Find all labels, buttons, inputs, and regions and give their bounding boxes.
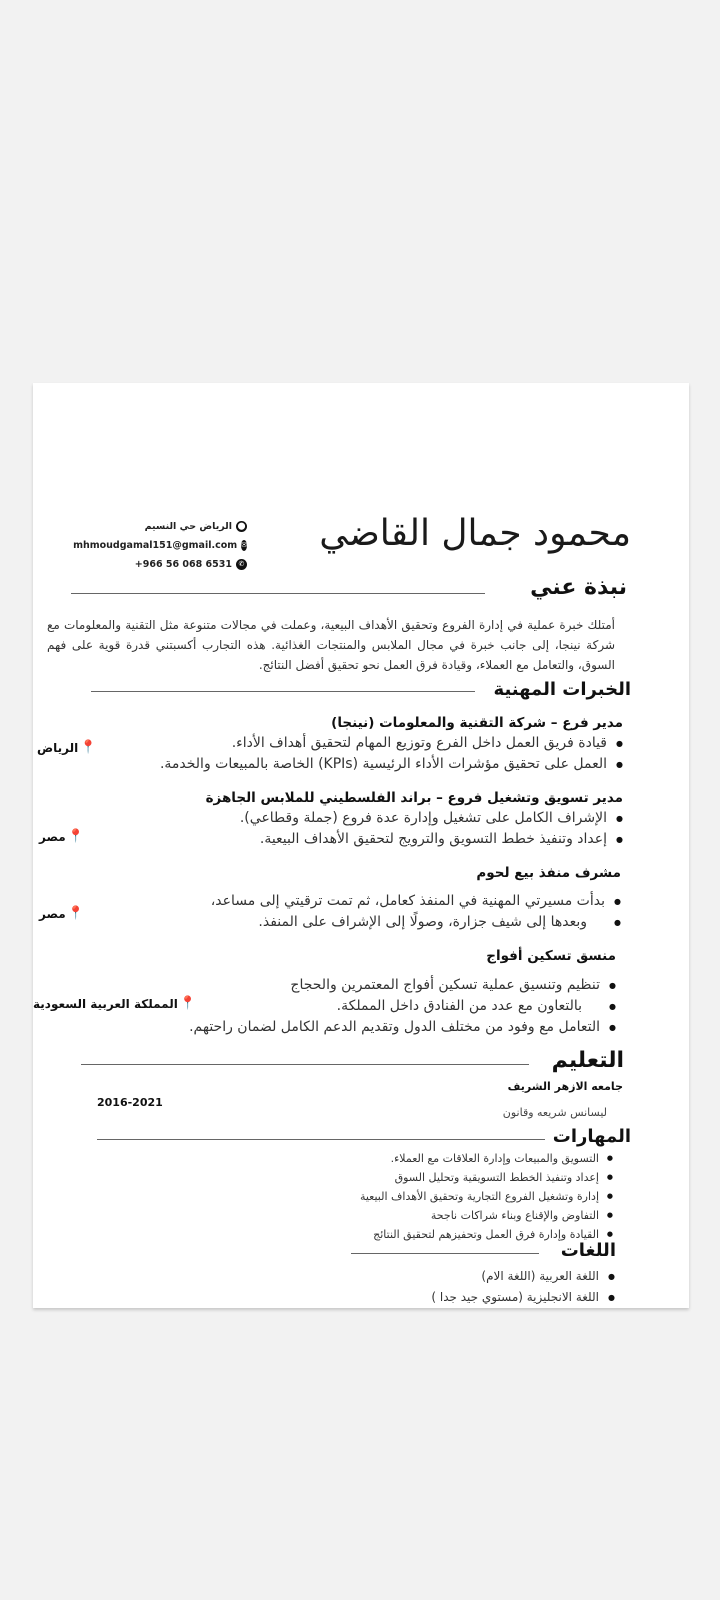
job-title: مدير تسويق وتشغيل فروع – براند الفلسطيني للملابس الجاهزة [205,790,623,806]
about-title: نبذة عني [530,575,627,600]
location-icon: ⬤ [237,522,246,530]
contact-address-text: الرياض حي النسيم [144,521,232,532]
job-title: منسق تسكين أفواج [486,948,616,964]
education-title: التعليم [551,1048,624,1073]
job-bullets [189,975,616,1038]
list-item: ● العمل على تحقيق مؤشرات الأداء الرئيسية (KPIs) الخاصة بالمبيعات والخدمة. [160,754,623,775]
pin-icon: 📍 [67,829,84,844]
list-item: ● إدارة وتشغيل الفروع التجارية وتحقيق الأهداف البيعية [360,1187,613,1206]
job-bullets [211,891,621,933]
languages-title: اللغات [560,1240,616,1261]
job-title: مشرف منفذ بيع لحوم [476,865,621,881]
candidate-name: محمود جمال القاضي [319,513,631,554]
list-item: ● قيادة فريق العمل داخل الفرع وتوزيع المهام لتحقيق أهداف الأداء. [160,733,623,754]
email-icon: ✉ [241,541,247,549]
experience-divider [91,691,475,692]
list-item: ● التعامل مع وفود من مختلف الدول وتقديم الدعم الكامل لضمان راحتهم. [189,1017,616,1038]
about-divider [71,593,485,594]
skills-title: المهارات [552,1126,631,1147]
languages-list [431,1266,615,1308]
pin-icon: 📍 [67,906,84,921]
job-location-text: مصر [39,829,66,844]
contact-phone-text[interactable]: +966 56 068 6531 [134,559,232,570]
job-location-text: مصر [39,906,66,921]
list-item: ● اللغة الانجليزية (مستوي جيد جدا ) [431,1287,615,1308]
list-item-continuation: ● وبعدها إلى شيف جزارة، وصولًا إلى الإشراف على المنفذ. [211,912,621,933]
job-location [39,829,84,844]
contact-email-text[interactable]: mhmoudgamal151@gmail.com [73,540,238,551]
job-title: مدير فرع – شركة التقنية والمعلومات (نينجا) [331,715,623,731]
languages-divider [351,1253,539,1254]
list-item: ● التفاوض والإقناع وبناء شراكات ناجحة [360,1206,613,1225]
experience-title: الخبرات المهنية [493,679,631,700]
job-location-text: الرياض [37,740,79,755]
phone-icon: ✆ [236,559,247,570]
pin-icon: 📍 [80,740,97,755]
education-degree: ليسانس شريعه وقانون [502,1106,607,1119]
job-bullets [160,733,623,775]
list-item: ● بدأت مسيرتي المهنية في المنفذ كعامل، ثم تمت ترقيتي إلى مساعد، [211,891,621,912]
list-item: ● التسويق والمبيعات وإدارة العلاقات مع العملاء. [360,1149,613,1168]
about-text: أمتلك خبرة عملية في إدارة الفروع وتحقيق الأهداف البيعية، وعملت في مجالات متنوعة مثل التقنية والمعلومات مع شركة نينجا، إلى جانب خبرة في مجال الملابس والمنتجات الغذائية. هذه التجارب أكسبتني قدرة قوية على فهم السوق، والتعامل مع العملاء، وقيادة فرق العمل نحو تحقيق أفضل النتائج. [47,618,615,672]
contact-email[interactable] [73,540,247,551]
resume-page [33,383,689,1308]
list-item-continuation: ● بالتعاون مع عدد من الفنادق داخل المملكة. [189,996,616,1017]
education-years: 2016-2021 [97,1096,163,1109]
job-location [37,740,96,755]
skills-list [360,1149,613,1244]
education-divider [81,1064,529,1065]
job-location-text: المملكة العربية السعودية [33,996,178,1011]
skills-divider [97,1139,545,1140]
contact-address [83,521,247,532]
job-location [33,996,196,1011]
list-item: ● إعداد وتنفيذ خطط التسويق والترويج لتحقيق الأهداف البيعية. [240,829,623,850]
job-bullets [240,808,623,850]
job-location [39,906,84,921]
list-item: ● إعداد وتنفيذ الخطط التسويقية وتحليل السوق [360,1168,613,1187]
list-item: ● الإشراف الكامل على تشغيل وإدارة عدة فروع (جملة وقطاعي). [240,808,623,829]
list-item: ● تنظيم وتنسيق عملية تسكين أفواج المعتمرين والحجاج [189,975,616,996]
list-item: ● القيادة وإدارة فرق العمل وتحفيزهم لتحقيق النتائج [360,1225,613,1244]
pin-icon: 📍 [179,996,197,1011]
contact-phone[interactable] [83,559,247,570]
education-university: جامعه الازهر الشريف [507,1080,623,1093]
list-item: ● اللغة العربية (اللغة الام) [431,1266,615,1287]
